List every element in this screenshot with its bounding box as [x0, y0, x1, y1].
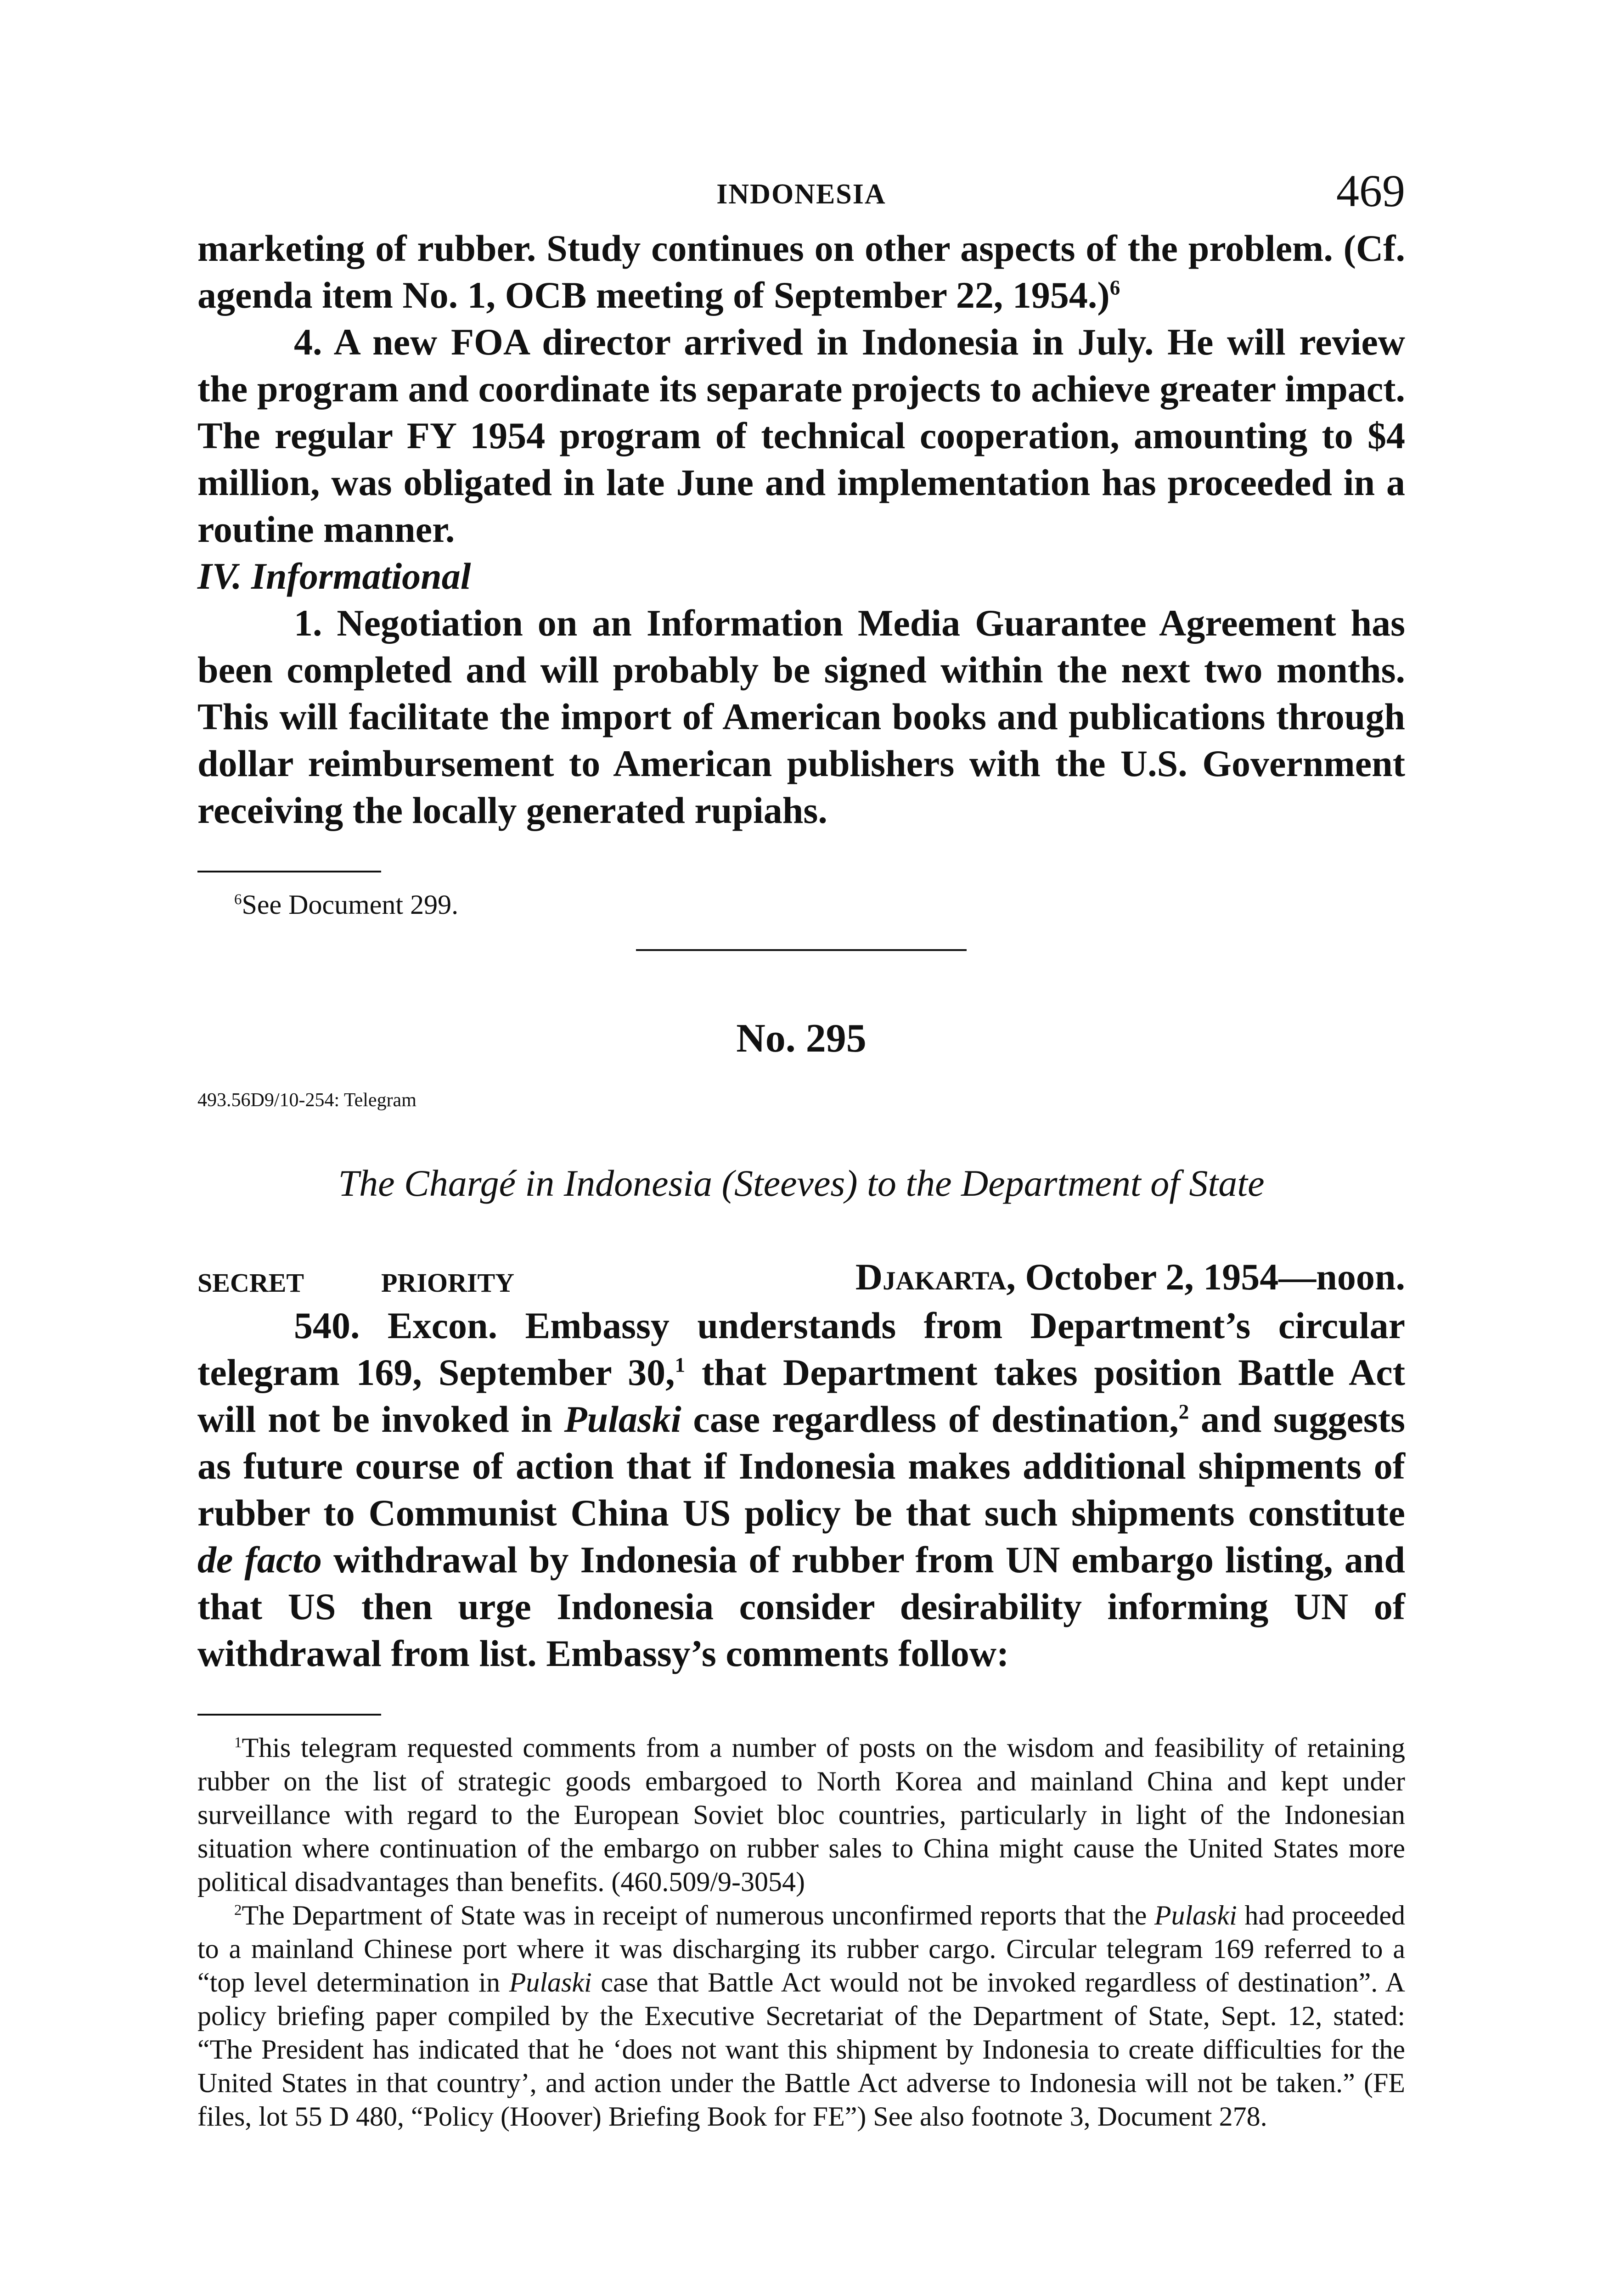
running-head	[197, 156, 1405, 225]
dateline	[855, 1255, 1405, 1299]
footnote-ref-6: 6	[1109, 276, 1120, 299]
telegram-text-3: case regardless of destination,	[681, 1398, 1179, 1440]
footnote-6-paragraph	[197, 888, 1405, 922]
classification-label: SECRET	[197, 1268, 304, 1298]
footnote-6-mark: 6	[234, 891, 242, 908]
footnote-2-text-3: case that Battle Act would not be invoked regardless of destination”. A policy briefing paper compiled by the Executive Secretariat of the Department of State, Sept. 12, stated: “The President has indicated that he ‘does not want this shipment by Indonesia to create difficulties for the United States in that country’, and action under the Battle Act adverse to Indonesia will not be taken.” (FE files, lot 55 D 480, “Policy (Hoover) Briefing Book for FE”) See also footnote 3, Document 278.	[197, 1967, 1406, 2132]
document-title: The Chargé in Indonesia (Steeves) to the Department of State	[338, 1162, 1265, 1204]
running-title: INDONESIA	[716, 179, 886, 210]
continuation-text	[197, 225, 1405, 834]
dateline-date: , October 2, 1954—noon.	[1006, 1256, 1405, 1298]
footnote-2-pulaski-1: Pulaski	[1154, 1900, 1237, 1930]
footnote-ref-1: 1	[675, 1353, 686, 1377]
paragraph-marketing-text: marketing of rubber. Study continues on other aspects of the problem. (Cf. agenda item No. 1, OCB meeting of September 22, 1954.)	[197, 227, 1405, 316]
document-number: No. 295	[736, 1016, 867, 1061]
footnote-1	[197, 1731, 1405, 1899]
ship-name-pulaski: Pulaski	[564, 1398, 681, 1440]
footnote-ref-2: 2	[1178, 1400, 1189, 1424]
footnote-2-text-1: The Department of State was in receipt of numerous unconfirmed reports that the	[242, 1900, 1154, 1930]
telegram-header	[197, 1255, 1405, 1302]
precedence-label: PRIORITY	[381, 1268, 515, 1298]
footnotes	[197, 1731, 1405, 2133]
telegram-text-2: that Department takes position Battle Act will not be invoked in	[197, 1351, 1405, 1440]
footnote-2	[197, 1899, 1405, 2133]
paragraph-media-guarantee: 1. Negotiation on an Information Media Guarantee Agreement has been completed and will probably be signed within the next two months. This will facilitate the import of American books and publications through dollar reimbursement to American publishers with the U.S. Government receiving the locally generated rupiahs.	[197, 602, 1405, 831]
telegram-text-4: and suggests as future course of action that if Indonesia makes additional shipments of rubber to Communist China US policy be that such shipments constitute	[197, 1398, 1405, 1534]
telegram-text-5: withdrawal by Indonesia of rubber from UN embargo listing, and that US then urge Indonesia consider desirability informing UN of withdrawal from list. Embassy’s comments follow:	[197, 1539, 1405, 1674]
telegram-paragraph-540	[197, 1302, 1405, 1677]
footnote-2-text-2: had proceeded to a mainland Chinese port where it was discharging its rubber cargo. Circular telegram 169 referred to a “top level determination in	[197, 1900, 1406, 1998]
telegram-body	[197, 1302, 1405, 1677]
footnote-6	[197, 888, 1405, 922]
footnote-2-pulaski-2: Pulaski	[509, 1967, 592, 1998]
footnote-1-mark: 1	[234, 1734, 242, 1751]
footnote-6-text: See Document 299.	[242, 889, 459, 920]
file-reference: 493.56D9/10-254: Telegram	[197, 1090, 416, 1111]
dateline-place: Djakarta	[855, 1256, 1007, 1298]
section-heading-informational: IV. Informational	[197, 555, 471, 597]
footnote-divider-2	[197, 1714, 381, 1716]
paragraph-foa-director: 4. A new FOA director arrived in Indonesia in July. He will review the program and coordinate its separate projects to achieve greater impact. The regular FY 1954 program of technical cooperation, amounting to $4 million, was obligated in late June and implementation has proceeded in a routine manner.	[197, 321, 1405, 550]
telegram-text-1: 540. Excon. Embassy understands from Department’s circular telegram 169, September 30,	[197, 1305, 1405, 1393]
footnote-1-text: This telegram requested comments from a number of posts on the wisdom and feasibility of retaining rubber on the list of strategic goods embargoed to North Korea and mainland China and kept under surveillance with regard to the European Soviet bloc countries, particularly in light of the Indonesian situation where continuation of the embargo on rubber sales to China might cause the United States more political disadvantages than benefits. (460.509/9-3054)	[197, 1733, 1405, 1897]
page-number: 469	[1336, 165, 1405, 216]
footnote-divider	[197, 871, 381, 872]
document-page	[197, 156, 1405, 2133]
term-de-facto: de facto	[197, 1539, 322, 1581]
footnote-2-mark: 2	[234, 1902, 242, 1919]
paragraph-marketing	[197, 225, 1405, 319]
